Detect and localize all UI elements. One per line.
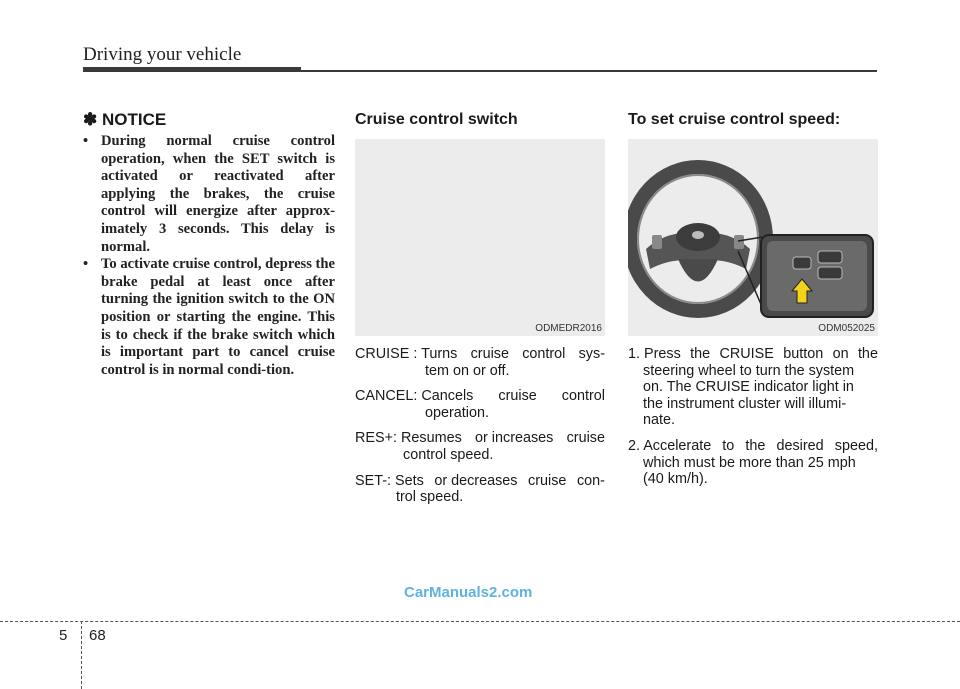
definition-continuation: trol speed. — [396, 489, 464, 506]
notice-title: ✽ NOTICE — [83, 110, 167, 129]
step-continuation: on. The CRUISE indicator light in — [643, 379, 854, 396]
definition-word: cruise — [566, 430, 605, 447]
definition-item — [355, 388, 605, 421]
definition-word: or increases — [475, 430, 554, 447]
header-title: Driving your vehicle — [83, 44, 242, 65]
definition-word: CRUISE : Turns — [355, 346, 458, 362]
step-word: the — [745, 437, 766, 454]
definition-word: cruise — [470, 346, 509, 362]
definition-word: control — [522, 346, 566, 362]
step-word: CRUISE — [719, 346, 774, 362]
footer-page: 68 — [89, 627, 106, 644]
definition-list — [355, 346, 605, 515]
cruise-switch-figure — [355, 139, 605, 336]
definition-continuation: operation. — [425, 404, 490, 421]
step-word: the — [690, 346, 711, 362]
step-word: to — [722, 437, 735, 454]
step-word: speed, — [834, 437, 878, 454]
definition-item — [355, 346, 605, 379]
definition-word: or decreases — [434, 472, 518, 489]
definition-word: cruise — [528, 472, 567, 489]
notice-item: • During normal cruise control operation, when the SET switch is activated or reactivated after applying the brakes, the cruise control will energize after approx-imately 3 seconds. This delay is normal. — [83, 133, 335, 256]
step-word: 2. Accelerate — [628, 437, 712, 454]
footer-chapter: 5 — [59, 627, 68, 644]
step-word: on — [832, 346, 849, 362]
footer-dashed-rule — [0, 621, 960, 622]
figure-code: ODM052025 — [818, 323, 875, 334]
set-speed-title: To set cruise control speed: — [628, 111, 841, 128]
step-word: desired — [776, 437, 824, 454]
footer-divider — [81, 621, 82, 689]
steering-wheel-figure — [628, 139, 878, 336]
figure-code: ODMEDR2016 — [535, 323, 602, 334]
step-word: the — [857, 346, 878, 362]
definition-continuation: tem on or off. — [425, 362, 510, 379]
definition-word: RES+: Resumes — [355, 430, 462, 447]
definition-word: con- — [576, 472, 605, 489]
definition-word: cruise — [498, 388, 537, 405]
step-item — [628, 346, 878, 429]
header-rule-thick — [83, 67, 301, 72]
definition-word: control — [561, 388, 605, 405]
cruise-switch-title: Cruise control switch — [355, 111, 518, 128]
definition-item — [355, 473, 605, 506]
definition-item — [355, 430, 605, 463]
definition-word: CANCEL: Cancels — [355, 388, 474, 405]
step-continuation: nate. — [643, 412, 676, 429]
step-continuation: the instrument cluster will illumi- — [643, 395, 847, 412]
step-continuation: which must be more than 25 mph — [643, 454, 856, 471]
definition-word: sys- — [578, 346, 605, 362]
step-continuation: (40 km/h). — [643, 471, 708, 488]
step-item — [628, 438, 878, 488]
step-continuation: steering wheel to turn the system — [643, 362, 855, 379]
definition-continuation: control speed. — [403, 446, 494, 463]
steering-wheel-illustration — [628, 139, 878, 336]
header-rule-thin — [301, 70, 877, 72]
step-word: button — [783, 346, 824, 362]
notice-list — [83, 133, 335, 379]
definition-word: SET-: Sets — [355, 472, 424, 489]
notice-item: • To activate cruise control, depress the brake pedal at least once after turning the ignition switch to the ON position or starting the engine. This is to check if the brake switch which is important part to cancel cruise control is in normal condi-tion. — [83, 256, 335, 379]
steps-list — [628, 346, 878, 497]
step-word: 1. Press — [628, 346, 681, 362]
watermark: CarManuals2.com — [404, 584, 533, 601]
